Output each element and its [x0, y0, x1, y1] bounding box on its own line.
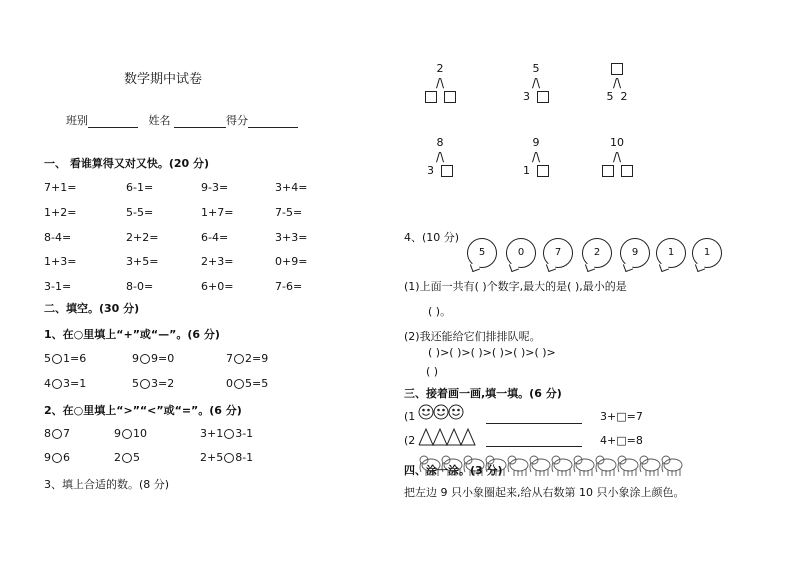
arithmetic-item: 1+2=	[44, 206, 77, 219]
operand: 5=5	[245, 377, 269, 390]
smiley-faces	[418, 402, 468, 425]
operand: 10	[133, 427, 147, 440]
smiley-faces-icon	[418, 402, 468, 422]
answer-box[interactable]	[441, 165, 453, 177]
q4-line2: (2)我还能给它们排排队呢。	[404, 330, 541, 343]
q4-line1: (1)上面一共有( )个数字,最大的是( ),最小的是	[404, 280, 627, 293]
operand: 1=6	[63, 352, 87, 365]
class-label: 班别	[66, 114, 88, 127]
number-bubble: 9	[620, 238, 650, 268]
number-bubble: 1	[656, 238, 686, 268]
operand: 2+5	[200, 451, 224, 464]
elephant-icon	[574, 456, 594, 476]
split-caret: /\	[435, 150, 445, 164]
answer-box[interactable]	[602, 165, 614, 177]
operand: 3=1	[63, 377, 87, 390]
operand: 3-1	[235, 427, 254, 440]
number-bubble: 5	[467, 238, 497, 268]
answer-circle[interactable]	[52, 453, 62, 463]
triangles	[418, 428, 480, 449]
arithmetic-item: 6-4=	[201, 231, 229, 244]
number-split: 5 /\ 3	[516, 62, 556, 104]
number-split: 2 /\	[420, 62, 460, 104]
operand: 7	[226, 352, 233, 365]
arithmetic-item: 2+2=	[126, 231, 159, 244]
arithmetic-item: 9-3=	[201, 181, 229, 194]
answer-circle[interactable]	[224, 453, 234, 463]
section2-title: 二、填空。(30 分)	[44, 302, 140, 315]
q4-line1b: ( )。	[428, 305, 452, 318]
number-split: 9 /\ 1	[516, 136, 556, 178]
circle-fill-item	[200, 427, 253, 440]
circle-fill-item	[226, 377, 268, 390]
number-bubble: 2	[582, 238, 612, 268]
name-field[interactable]	[174, 116, 226, 128]
triangles-icon	[418, 428, 480, 446]
arithmetic-item: 2+3=	[201, 255, 234, 268]
name-label: 姓名	[148, 114, 171, 127]
arithmetic-item: 8-0=	[126, 280, 154, 293]
section3-line2[interactable]	[486, 446, 582, 447]
elephant-icon	[662, 456, 682, 476]
arithmetic-item: 3+3=	[275, 231, 308, 244]
split-number: 2	[620, 90, 628, 103]
section2-q1-title: 1、在○里填上“+”或“—”。(6 分)	[44, 328, 220, 341]
split-caret: /\	[612, 76, 622, 90]
answer-box[interactable]	[611, 63, 623, 75]
q4-label: 4、(10 分)	[404, 231, 460, 244]
split-caret: /\	[435, 76, 445, 90]
section1-title: 一、 看谁算得又对又快。(20 分)	[44, 157, 210, 170]
number-split: 8 /\ 3	[420, 136, 460, 178]
arithmetic-item: 3+4=	[275, 181, 308, 194]
score-field[interactable]	[248, 116, 298, 128]
arithmetic-item: 6+0=	[201, 280, 234, 293]
section3-row1-prefix: (1	[404, 410, 416, 423]
arithmetic-item: 1+7=	[201, 206, 234, 219]
elephant-icon	[640, 456, 660, 476]
info-line	[66, 112, 298, 128]
answer-box[interactable]	[537, 91, 549, 103]
answer-circle[interactable]	[224, 429, 234, 439]
operand: 8	[44, 427, 51, 440]
answer-circle[interactable]	[122, 453, 132, 463]
section2-q2-title: 2、在○里填上“>”“<”或“=”。(6 分)	[44, 404, 242, 417]
circle-fill-item	[226, 352, 268, 365]
section4-title: 四、涂一涂。(3 分)	[404, 464, 503, 477]
q4-line3: ( )>( )>( )>( )>( )>( )>	[428, 346, 556, 359]
answer-circle[interactable]	[234, 379, 244, 389]
circle-fill-item	[114, 427, 147, 440]
arithmetic-item: 7-6=	[275, 280, 303, 293]
operand: 5	[44, 352, 51, 365]
split-number: 5	[606, 90, 614, 103]
arithmetic-item: 7+1=	[44, 181, 77, 194]
class-field[interactable]	[88, 116, 138, 128]
answer-box[interactable]	[537, 165, 549, 177]
answer-circle[interactable]	[234, 354, 244, 364]
split-caret: /\	[531, 150, 541, 164]
answer-circle[interactable]	[52, 379, 62, 389]
section3-row2-prefix: (2	[404, 434, 416, 447]
operand: 3+1	[200, 427, 224, 440]
circle-fill-item	[44, 427, 70, 440]
operand: 3=2	[151, 377, 175, 390]
operand: 0	[226, 377, 233, 390]
arithmetic-item: 1+3=	[44, 255, 77, 268]
operand: 2	[114, 451, 121, 464]
arithmetic-item: 3-1=	[44, 280, 72, 293]
arithmetic-item: 6-1=	[126, 181, 154, 194]
operand: 7	[63, 427, 70, 440]
number-split: 10 /\	[597, 136, 637, 178]
answer-circle[interactable]	[140, 379, 150, 389]
section3-row2-eq: 4+□=8	[600, 434, 643, 447]
circle-fill-item	[44, 377, 86, 390]
section3-line1[interactable]	[486, 423, 582, 424]
circle-fill-item	[132, 352, 174, 365]
score-label: 得分	[226, 114, 248, 127]
elephant-icon	[552, 456, 572, 476]
answer-box[interactable]	[444, 91, 456, 103]
arithmetic-item: 5-5=	[126, 206, 154, 219]
elephant-icon	[530, 456, 550, 476]
answer-box[interactable]	[425, 91, 437, 103]
operand: 9	[132, 352, 139, 365]
operand: 9=0	[151, 352, 175, 365]
answer-circle[interactable]	[122, 429, 132, 439]
operand: 6	[63, 451, 70, 464]
page-title: 数学期中试卷	[124, 72, 203, 87]
arithmetic-item: 3+5=	[126, 255, 159, 268]
circle-fill-item	[114, 451, 140, 464]
elephant-icon	[596, 456, 616, 476]
section3-row1-eq: 3+□=7	[600, 410, 643, 423]
circle-fill-item	[132, 377, 174, 390]
answer-circle[interactable]	[52, 354, 62, 364]
operand: 5	[132, 377, 139, 390]
number-bubble: 7	[543, 238, 573, 268]
arithmetic-item: 7-5=	[275, 206, 303, 219]
elephant-icon	[618, 456, 638, 476]
operand: 5	[133, 451, 140, 464]
operand: 9	[44, 451, 51, 464]
number-bubble: 1	[692, 238, 722, 268]
number-split	[597, 62, 637, 104]
arithmetic-item: 0+9=	[275, 255, 308, 268]
number-bubble: 0	[506, 238, 536, 268]
circle-fill-item	[44, 451, 70, 464]
split-caret: /\	[531, 76, 541, 90]
q4-line3b: ( )	[426, 365, 439, 378]
section2-q3-title: 3、填上合适的数。(8 分)	[44, 478, 170, 491]
operand: 8-1	[235, 451, 254, 464]
split-caret: /\	[612, 150, 622, 164]
answer-circle[interactable]	[140, 354, 150, 364]
split-number: 1	[523, 164, 530, 177]
operand: 9	[114, 427, 121, 440]
answer-circle[interactable]	[52, 429, 62, 439]
split-number: 3	[427, 164, 434, 177]
arithmetic-item: 8-4=	[44, 231, 72, 244]
section3-title: 三、接着画一画,填一填。(6 分)	[404, 387, 562, 400]
answer-box[interactable]	[621, 165, 633, 177]
elephant-icon	[508, 456, 528, 476]
circle-fill-item	[200, 451, 253, 464]
operand: 2=9	[245, 352, 269, 365]
section4-text: 把左边 9 只小象圈起来,给从右数第 10 只小象涂上颜色。	[404, 486, 685, 499]
operand: 4	[44, 377, 51, 390]
circle-fill-item	[44, 352, 86, 365]
split-number: 3	[523, 90, 530, 103]
